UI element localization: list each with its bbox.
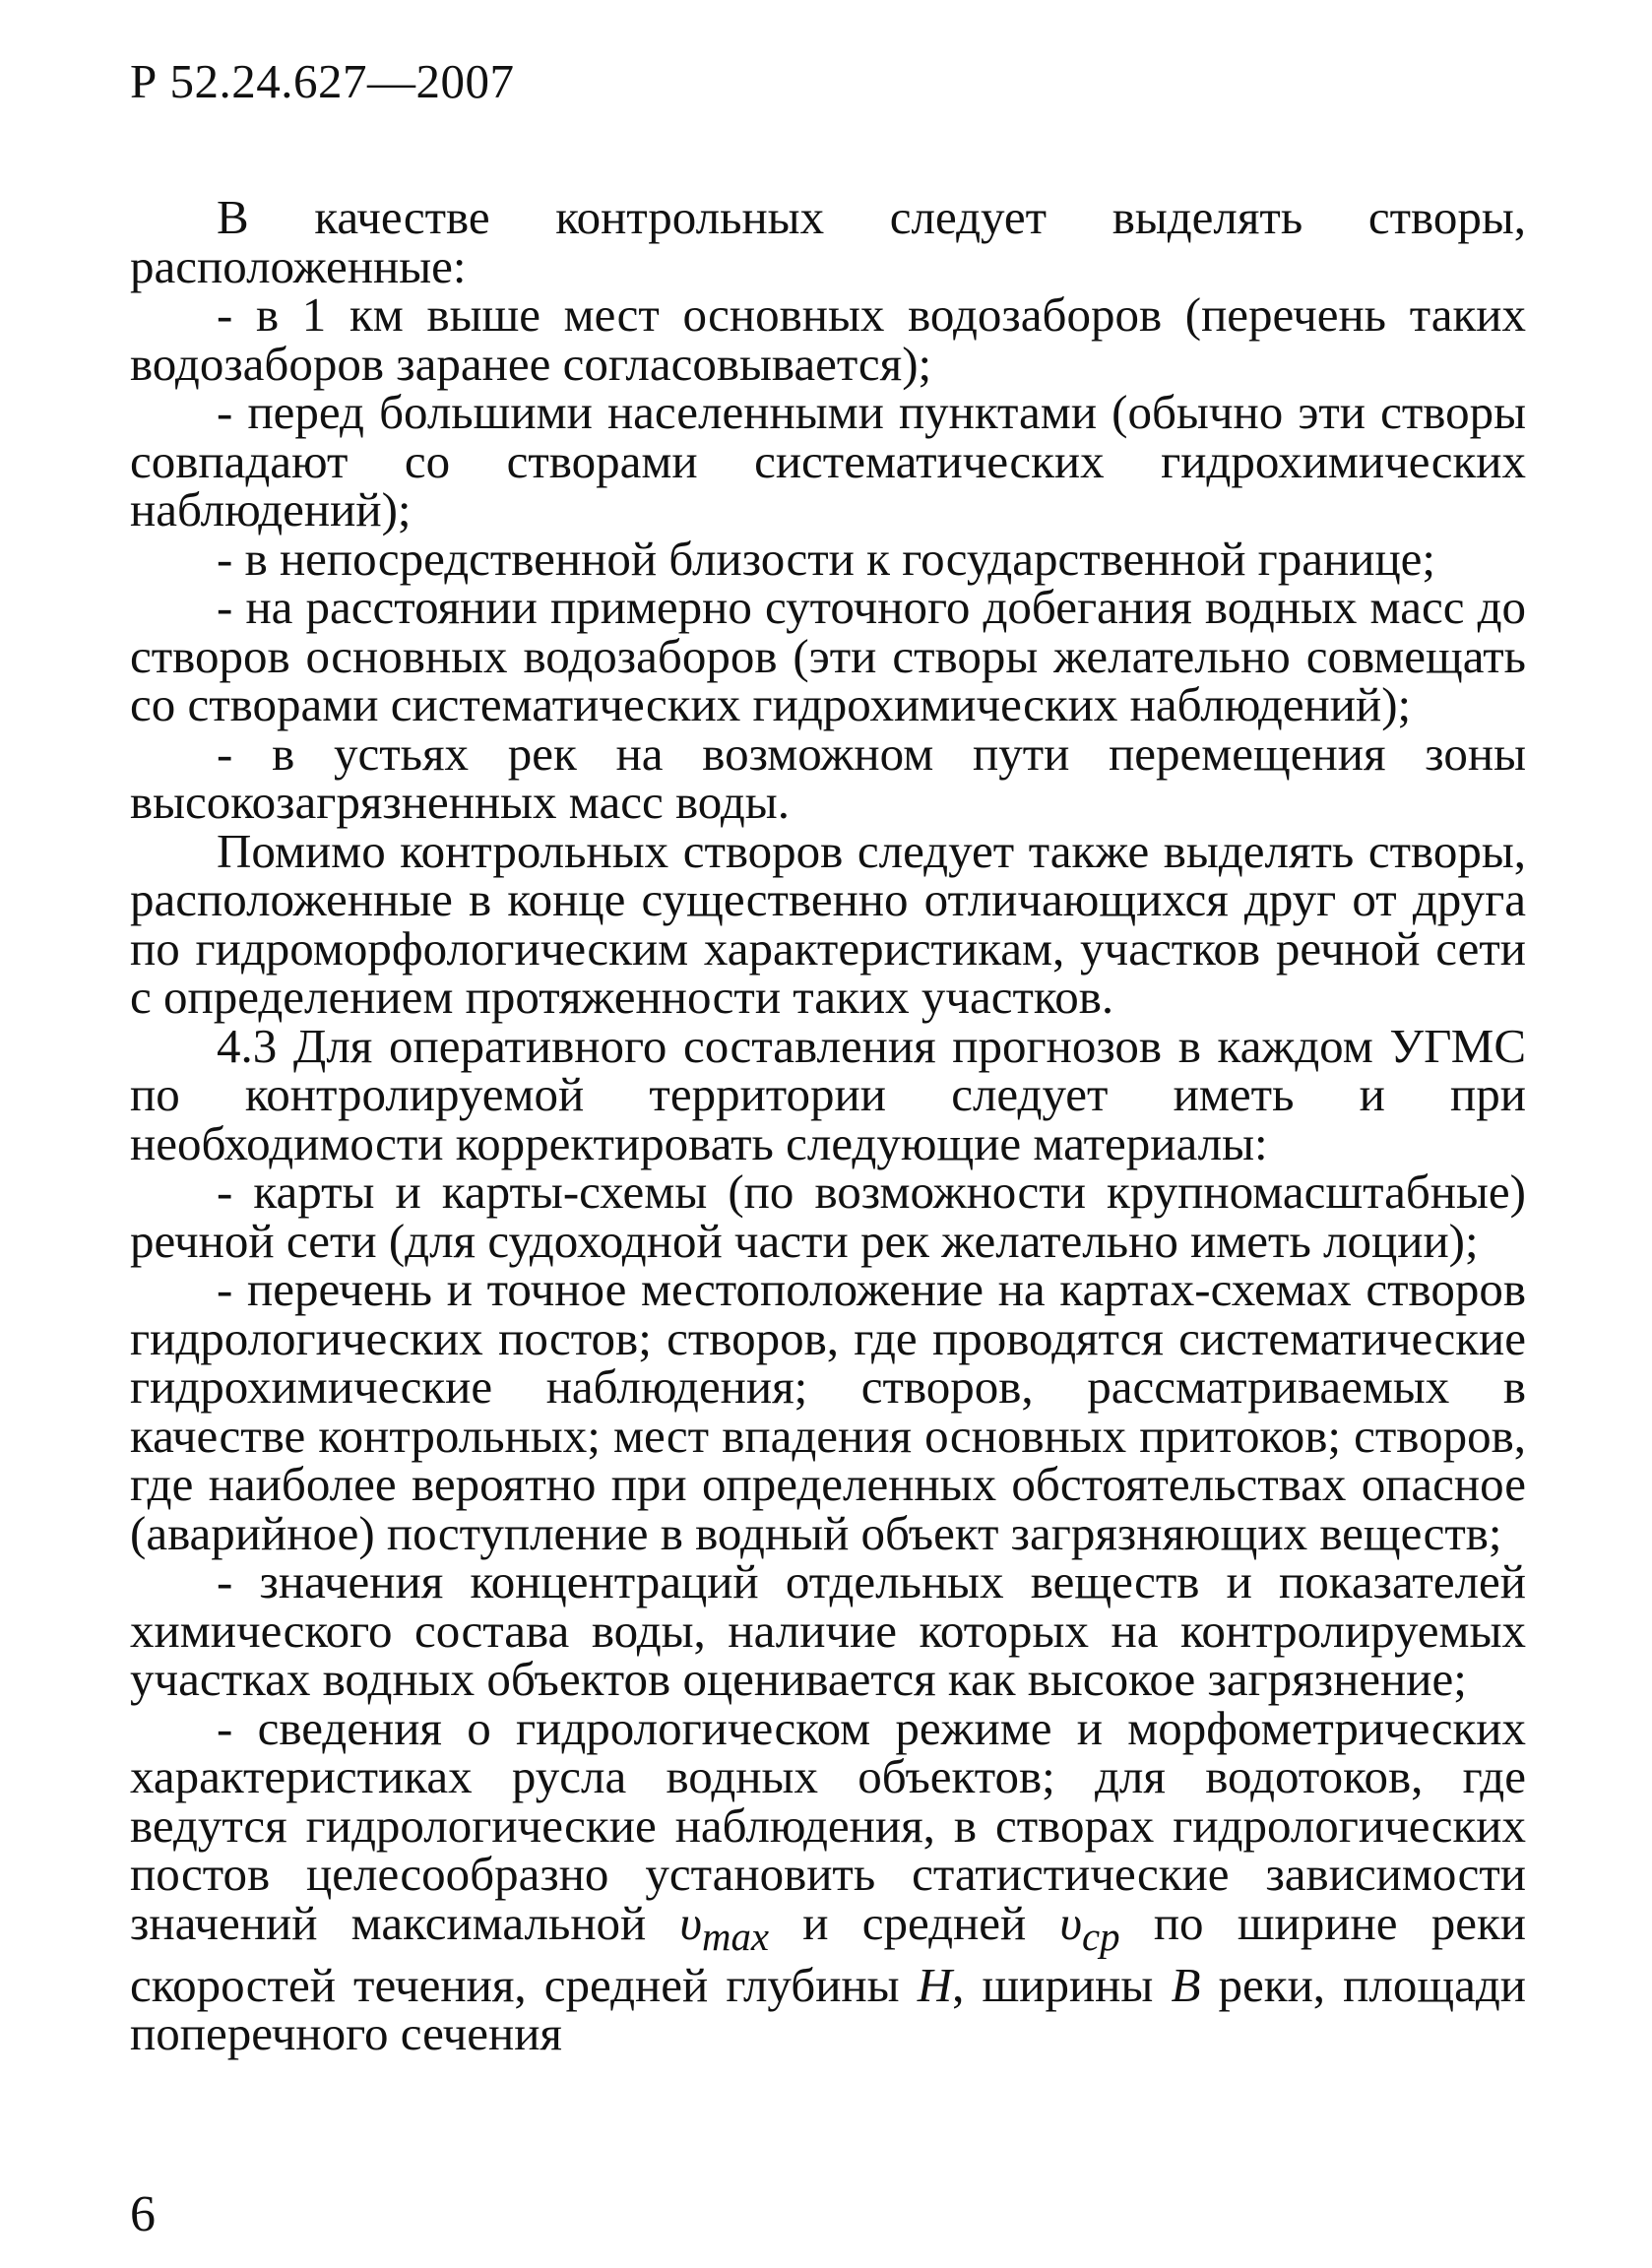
variable-b: B <box>1171 1957 1201 2012</box>
list-item-hydrological-regime <box>130 1700 1526 2061</box>
paragraph-section-4-3: 4.3 Для оперативного составления прогнозов в каждом УГМС по контролируемой территории следует иметь и при необходимости корректировать следующие материалы: <box>130 1018 1526 1170</box>
list-item-water-intakes: - в 1 км выше мест основных водозаборов (перечень таких водозаборов заранее согласовывается); <box>130 287 1526 391</box>
text-fragment: реки, площади поперечного сечения <box>130 1957 1526 2061</box>
text-fragment: , ширины <box>952 1957 1172 2012</box>
document-code: Р 52.24.627—2007 <box>130 54 515 108</box>
paragraph-control-sections-intro: В качестве контрольных следует выделять створы, расположенные: <box>130 190 1526 293</box>
variable-v-max: $\upsilon_{max}$ <box>679 1895 770 1959</box>
list-item-river-mouths: - в устьях рек на возможном пути перемещения зоны высокозагрязненных масс воды. <box>130 725 1526 829</box>
list-item-daily-travel-distance: - на расстоянии примерно суточного добегания водных масс до створов основных водозаборов (эти створы желательно совмещать со створами систематических гидрохимических наблюдений); <box>130 580 1526 731</box>
list-item-settlements: - перед большими населенными пунктами (обычно эти створы совпадают со створами систематических гидрохимических наблюдений); <box>130 385 1526 536</box>
page-number: 6 <box>130 2186 156 2242</box>
text-fragment: - сведения о гидрологическом режиме и морфометрических характеристиках русла водных объектов; для водотоков, где ведутся гидрологические наблюдения, в створах гидрологических постов целесообразно установить статистические зависимости значений максимальной <box>130 1700 1526 1950</box>
list-item-state-border: - в непосредственной близости к государственной границе; <box>217 531 1436 586</box>
text-fragment: и средней <box>769 1895 1060 1950</box>
list-item-station-locations: - перечень и точное местоположение на картах-схемах створов гидрологических постов; створов, где проводятся систематические гидрохимические наблюдения; створов, рассматриваемых в качестве контрольных; мест впадения основных притоков; створов, где наиболее вероятно при определенных обстоятельствах опасное (аварийное) поступление в водный объект загрязняющих веществ; <box>130 1262 1526 1560</box>
list-item-concentrations: - значения концентраций отдельных веществ и показателей химического состава воды, наличие которых на контролируемых участках водных объектов оценивается как высокое загрязнение; <box>130 1554 1526 1706</box>
page-body <box>130 190 1526 2061</box>
text-fragment: по ширине реки скоростей течения, средней глубины <box>130 1895 1526 2012</box>
paragraph-additional-sections: Помимо контрольных створов следует также выделять створы, расположенные в конце существенно отличающихся друг от друга по гидроморфологическим характеристикам, участков речной сети с определением протяженности таких участков. <box>130 823 1526 1024</box>
variable-v-cp: $\upsilon_{ср}$ <box>1059 1895 1120 1959</box>
variable-h: H <box>917 1957 953 2012</box>
list-item-maps: - карты и карты-схемы (по возможности крупномасштабные) речной сети (для судоходной части рек желательно иметь лоции); <box>130 1165 1526 1268</box>
